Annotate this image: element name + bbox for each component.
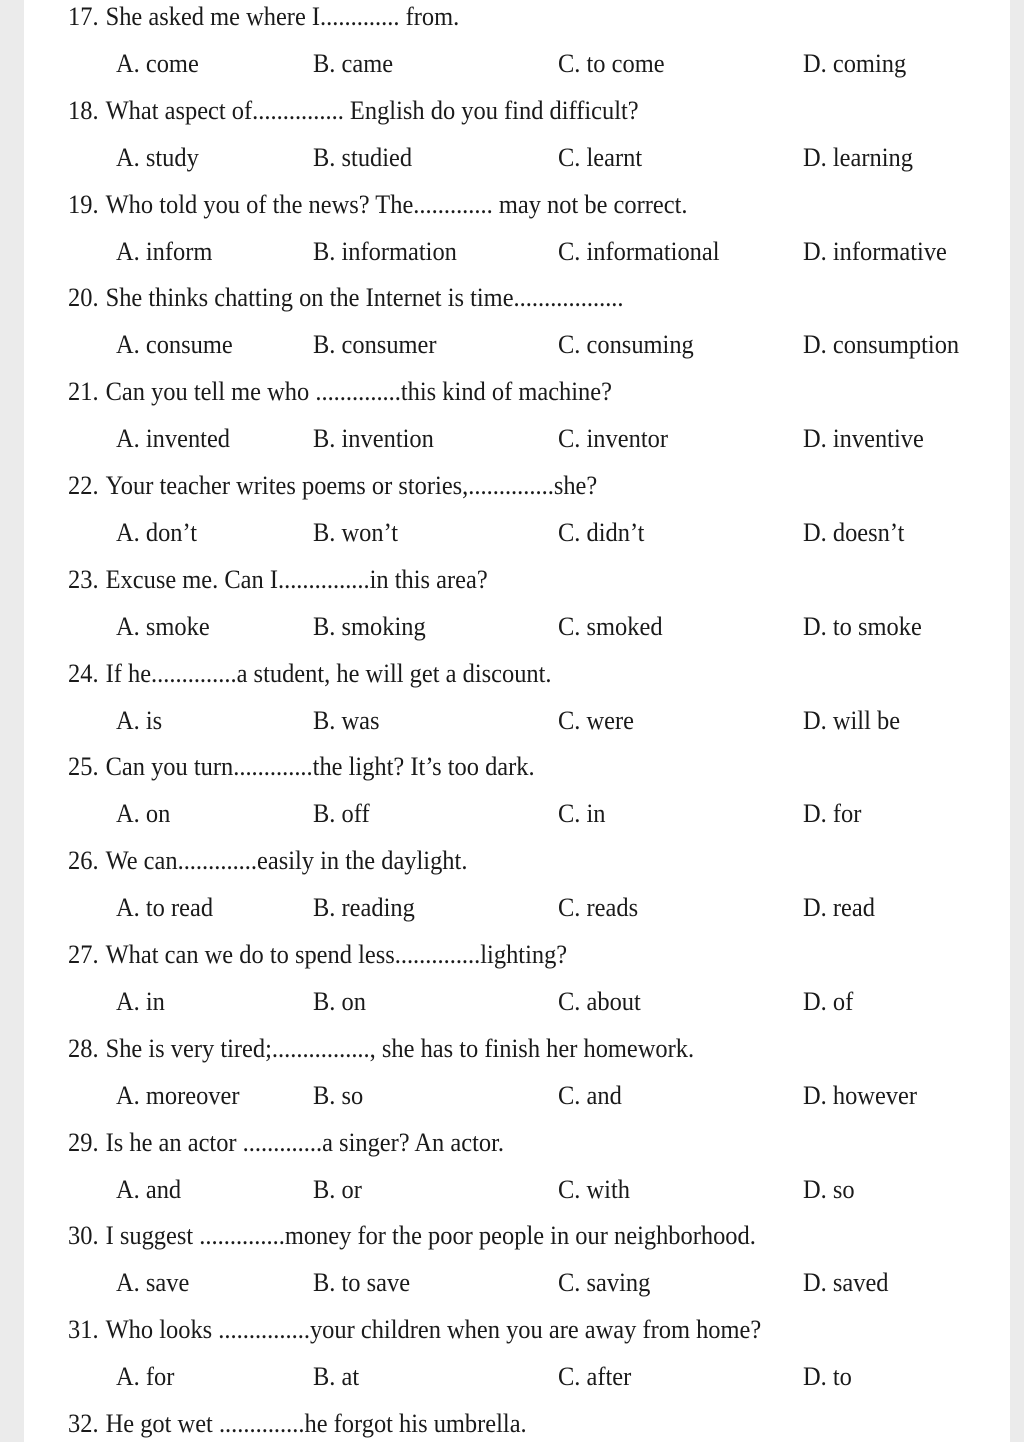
answer-option-c: C. consuming [558,330,694,360]
answer-option-c: C. with [558,1174,630,1204]
answer-option-c: C. informational [558,236,720,266]
answer-option-c: C. inventor [558,424,668,454]
answer-option-b: B. or [313,1174,362,1204]
question-number: 18. [68,95,99,125]
answer-option-d: D. informative [803,236,947,266]
question-stem [68,1033,695,1063]
answer-option-c: C. after [558,1362,632,1392]
answer-option-d: D. inventive [803,424,924,454]
question-stem [68,1317,761,1343]
answer-option-a: A. save [116,1268,190,1298]
question-number: 32. [68,1409,99,1438]
answer-option-b: B. studied [313,142,413,172]
answer-option-b: B. came [313,49,394,78]
question-number: 17. [68,2,99,31]
question-text: Who told you of the news? The............. may not be correct. [105,189,688,219]
answer-option-c: C. didn’t [558,518,645,547]
question-number: 28. [68,1033,99,1063]
question-text: He got wet ..............he forgot his umbrella. [105,1409,527,1438]
answer-option-c: C. reads [558,893,639,923]
question-stem [68,942,567,968]
question-text: What can we do to spend less..............lighting? [105,940,568,969]
answer-option-c: C. were [558,705,635,735]
question-number: 25. [68,752,99,782]
question-number: 27. [68,940,99,969]
answer-option-d: D. consumption [803,330,960,360]
question-text: Who looks ...............your children when you are away from home? [105,1315,762,1345]
question-number: 23. [68,564,99,594]
answer-option-a: A. don’t [116,518,198,547]
answer-option-a: A. smoke [116,611,210,641]
answer-option-b: B. reading [313,893,415,923]
question-stem [68,473,597,499]
answer-option-b: B. invention [313,424,434,454]
question-stem [68,285,624,311]
question-text: What aspect of............... English do you find difficult? [105,95,639,125]
question-stem [68,1127,504,1157]
question-stem [68,848,467,874]
answer-option-a: A. inform [116,236,213,266]
answer-option-d: D. of [803,987,854,1016]
answer-option-c: C. and [558,1080,622,1110]
answer-option-a: A. invented [116,424,231,454]
answer-option-d: D. will be [803,705,901,735]
answer-option-c: C. about [558,987,641,1016]
answer-option-d: D. read [803,893,875,923]
question-text: Your teacher writes poems or stories,..............she? [105,471,598,500]
answer-option-a: A. consume [116,330,233,360]
question-stem [68,1223,756,1249]
question-text: She is very tired;................, she has to finish her homework. [105,1033,695,1063]
question-text: Can you tell me who ..............this kind of machine? [105,377,612,407]
answer-option-d: D. saved [803,1268,889,1298]
question-number: 29. [68,1127,99,1157]
answer-option-d: D. so [803,1174,855,1204]
question-stem [68,658,552,688]
question-number: 24. [68,658,99,688]
question-text: Is he an actor .............a singer? An actor. [105,1127,504,1157]
question-number: 30. [68,1221,99,1251]
answer-option-b: B. off [313,799,370,829]
answer-option-c: C. learnt [558,142,643,172]
question-stem [68,95,639,125]
question-number: 31. [68,1315,99,1345]
answer-option-d: D. to smoke [803,611,922,641]
answer-option-a: A. is [116,705,163,735]
answer-option-a: A. to read [116,893,214,923]
answer-option-b: B. so [313,1080,364,1110]
question-text: We can.............easily in the daylight. [105,846,468,876]
answer-option-b: B. smoking [313,611,426,641]
question-number: 26. [68,846,99,876]
question-text: She thinks chatting on the Internet is time.................. [105,283,624,313]
answer-option-d: D. for [803,799,862,829]
answer-option-d: D. coming [803,49,907,78]
answer-option-b: B. information [313,236,457,266]
answer-option-a: A. in [116,987,165,1016]
answer-option-d: D. however [803,1080,918,1110]
question-text: I suggest ..............money for the poor people in our neighborhood. [105,1221,756,1251]
answer-option-a: A. come [116,49,199,78]
answer-option-b: B. to save [313,1268,411,1298]
question-stem [68,379,612,405]
question-number: 20. [68,283,99,313]
answer-option-b: B. at [313,1362,360,1392]
question-text: She asked me where I............. from. [105,2,460,31]
question-number: 19. [68,189,99,219]
answer-option-c: C. in [558,799,606,829]
answer-option-b: B. consumer [313,330,437,360]
answer-option-a: A. for [116,1362,175,1392]
question-stem [68,754,535,780]
question-number: 22. [68,471,99,500]
answer-option-c: C. to come [558,49,665,78]
answer-option-d: D. to [803,1362,852,1392]
question-stem [68,564,488,594]
answer-option-a: A. and [116,1174,182,1204]
question-text: If he..............a student, he will get a discount. [105,658,552,688]
answer-option-d: D. learning [803,142,913,172]
answer-option-a: A. on [116,799,171,829]
answer-option-b: B. was [313,705,380,735]
question-text: Can you turn.............the light? It’s too dark. [105,752,535,782]
answer-option-a: A. study [116,142,199,172]
answer-option-b: B. won’t [313,518,399,547]
answer-option-b: B. on [313,987,366,1016]
question-stem [68,189,688,219]
question-stem [68,4,459,30]
question-number: 21. [68,377,99,407]
answer-option-d: D. doesn’t [803,518,905,547]
answer-option-c: C. saving [558,1268,651,1298]
answer-option-c: C. smoked [558,611,663,641]
question-text: Excuse me. Can I...............in this area? [105,564,488,594]
question-stem [68,1411,527,1437]
answer-option-a: A. moreover [116,1080,240,1110]
